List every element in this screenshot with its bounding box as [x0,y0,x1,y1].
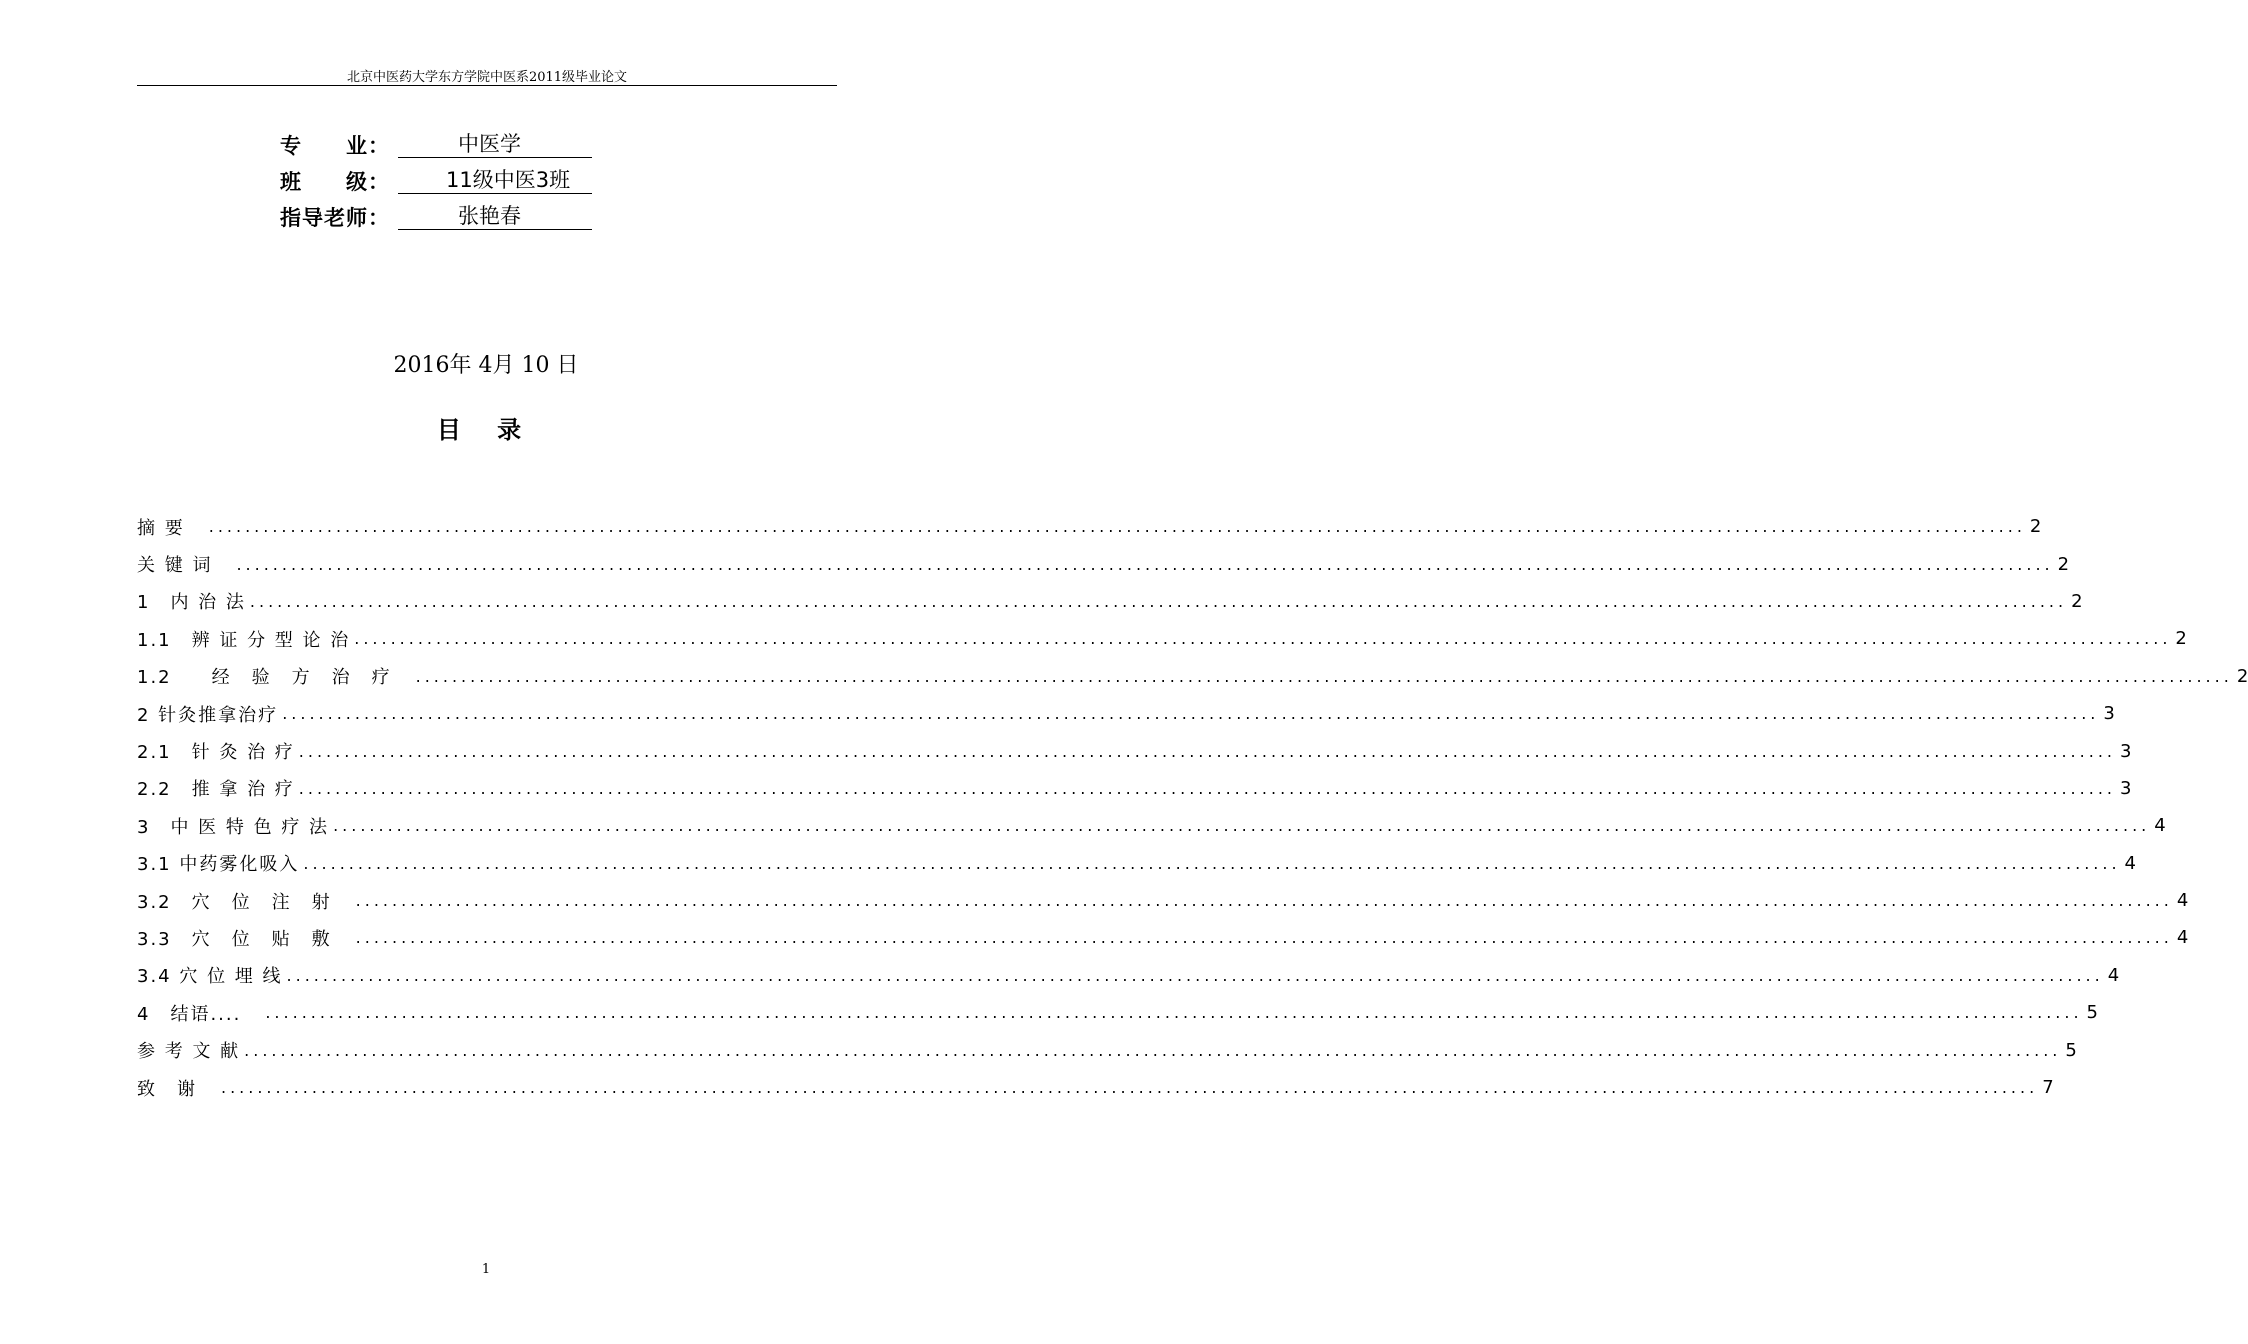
toc-entry-label: 关 键 词 [137,555,233,577]
running-header: 北京中医药大学东方学院中医系2011级毕业论文 [346,70,628,85]
toc-entry [137,957,2120,994]
toc-leader-dots: ........................................................................................................................................................................................................ [355,891,2173,911]
toc-leader-dots: ........................................................................................................................................................................................................ [415,666,2233,686]
toc-entry-page: 7 [2042,1077,2054,1099]
info-value-class: 11级中医3班 [398,166,592,194]
toc-entry-label: 1.1 辨 证 分 型 论 治 [137,629,351,651]
toc-leader-dots: ........................................................................................................................................................................................................ [265,1003,2083,1023]
toc-entry [137,845,2136,882]
toc-entry-label: 2.1 针 灸 治 疗 [137,742,295,764]
toc-entry [137,583,2083,620]
toc-leader-dots: ........................................................................................................................................................................................................ [221,1078,2039,1098]
toc-entry-page: 2 [2175,628,2187,650]
toc-entry-page: 2 [2057,553,2070,575]
toc-entry-label: 2.2 推 拿 治 疗 [137,779,295,801]
toc-leader-dots: ........................................................................................................................................................................................................ [282,704,2100,724]
toc-entry-label: 参 考 文 献 [137,1041,241,1063]
info-value-advisor: 张艳春 [398,202,592,230]
info-label-major: 专 业： [280,134,390,158]
toc-entry [137,545,2070,582]
toc-leader-dots: ........................................................................................................................................................................................................ [298,778,2116,798]
toc-leader-dots: ........................................................................................................................................................................................................ [355,928,2173,948]
toc-entry [137,770,2132,807]
toc-leader-dots: ........................................................................................................................................................................................................ [249,591,2068,611]
toc-title: 目 录 [436,416,536,444]
page-number: 1 [481,1262,491,1277]
toc-entry-page: 3 [2103,703,2115,725]
toc-entry [137,732,2132,769]
toc-entry [137,620,2187,657]
info-value-major: 中医学 [398,130,592,158]
toc-leader-dots: ........................................................................................................................................................................................................ [303,853,2121,873]
toc-entry [137,807,2166,844]
toc-entry-page: 4 [2124,852,2136,874]
toc-entry-page: 4 [2176,890,2189,912]
header-rule [137,85,837,86]
toc-entry-label: 2 针灸推拿治疗 [137,704,279,726]
toc-entry-label: 致 谢 [137,1078,217,1100]
toc-entry [137,919,2189,956]
toc-entry-label: 3.2 穴 位 注 射 [137,891,352,913]
toc-leader-dots: ........................................................................................................................................................................................................ [354,629,2172,649]
toc-entry-page: 5 [2086,1002,2098,1024]
toc-entry-page: 4 [2176,927,2189,949]
toc-entry [137,1031,2077,1068]
toc-leader-dots: ........................................................................................................................................................................................................ [333,816,2151,836]
toc-entry-label: 3 中 医 特 色 疗 法 [137,816,330,838]
toc-entry-page: 2 [2029,516,2042,538]
toc-entry-page: 5 [2065,1039,2077,1061]
toc-entry-label: 摘 要 [137,517,205,539]
toc-entry [137,994,2098,1031]
toc-entry-label: 1 内 治 法 [137,592,246,614]
toc-entry-label: 3.3 穴 位 贴 敷 [137,928,352,950]
toc-entry-page: 3 [2119,777,2132,799]
toc-leader-dots: ........................................................................................................................................................................................................ [208,517,2026,537]
info-label-class: 班 级： [280,170,390,194]
toc-entry-page: 2 [2236,665,2248,687]
toc-entry-page: 2 [2071,590,2083,612]
toc-leader-dots: ........................................................................................................................................................................................................ [236,554,2054,574]
date: 2016年 4月 10 日 [393,353,579,378]
toc-leader-dots: ........................................................................................................................................................................................................ [244,1040,2062,1060]
toc-entry-label: 1.2 经 验 方 治 疗 [137,667,412,689]
toc-entry [137,658,2248,695]
toc-entry [137,882,2189,919]
toc-entry-page: 4 [2154,815,2166,837]
toc-entry-label: 4 结语.... [137,1003,262,1025]
table-of-contents [137,508,2248,1106]
toc-entry-label: 3.4 穴 位 埋 线 [137,966,283,988]
toc-entry [137,508,2042,545]
toc-entry-page: 4 [2107,964,2120,986]
info-label-advisor: 指导老师： [280,206,390,230]
toc-entry-page: 3 [2119,740,2132,762]
toc-entry-label: 3.1 中药雾化吸入 [137,854,300,876]
toc-leader-dots: ........................................................................................................................................................................................................ [298,741,2116,761]
toc-entry [137,695,2115,732]
toc-leader-dots: ........................................................................................................................................................................................................ [286,965,2104,985]
toc-entry [137,1069,2054,1106]
